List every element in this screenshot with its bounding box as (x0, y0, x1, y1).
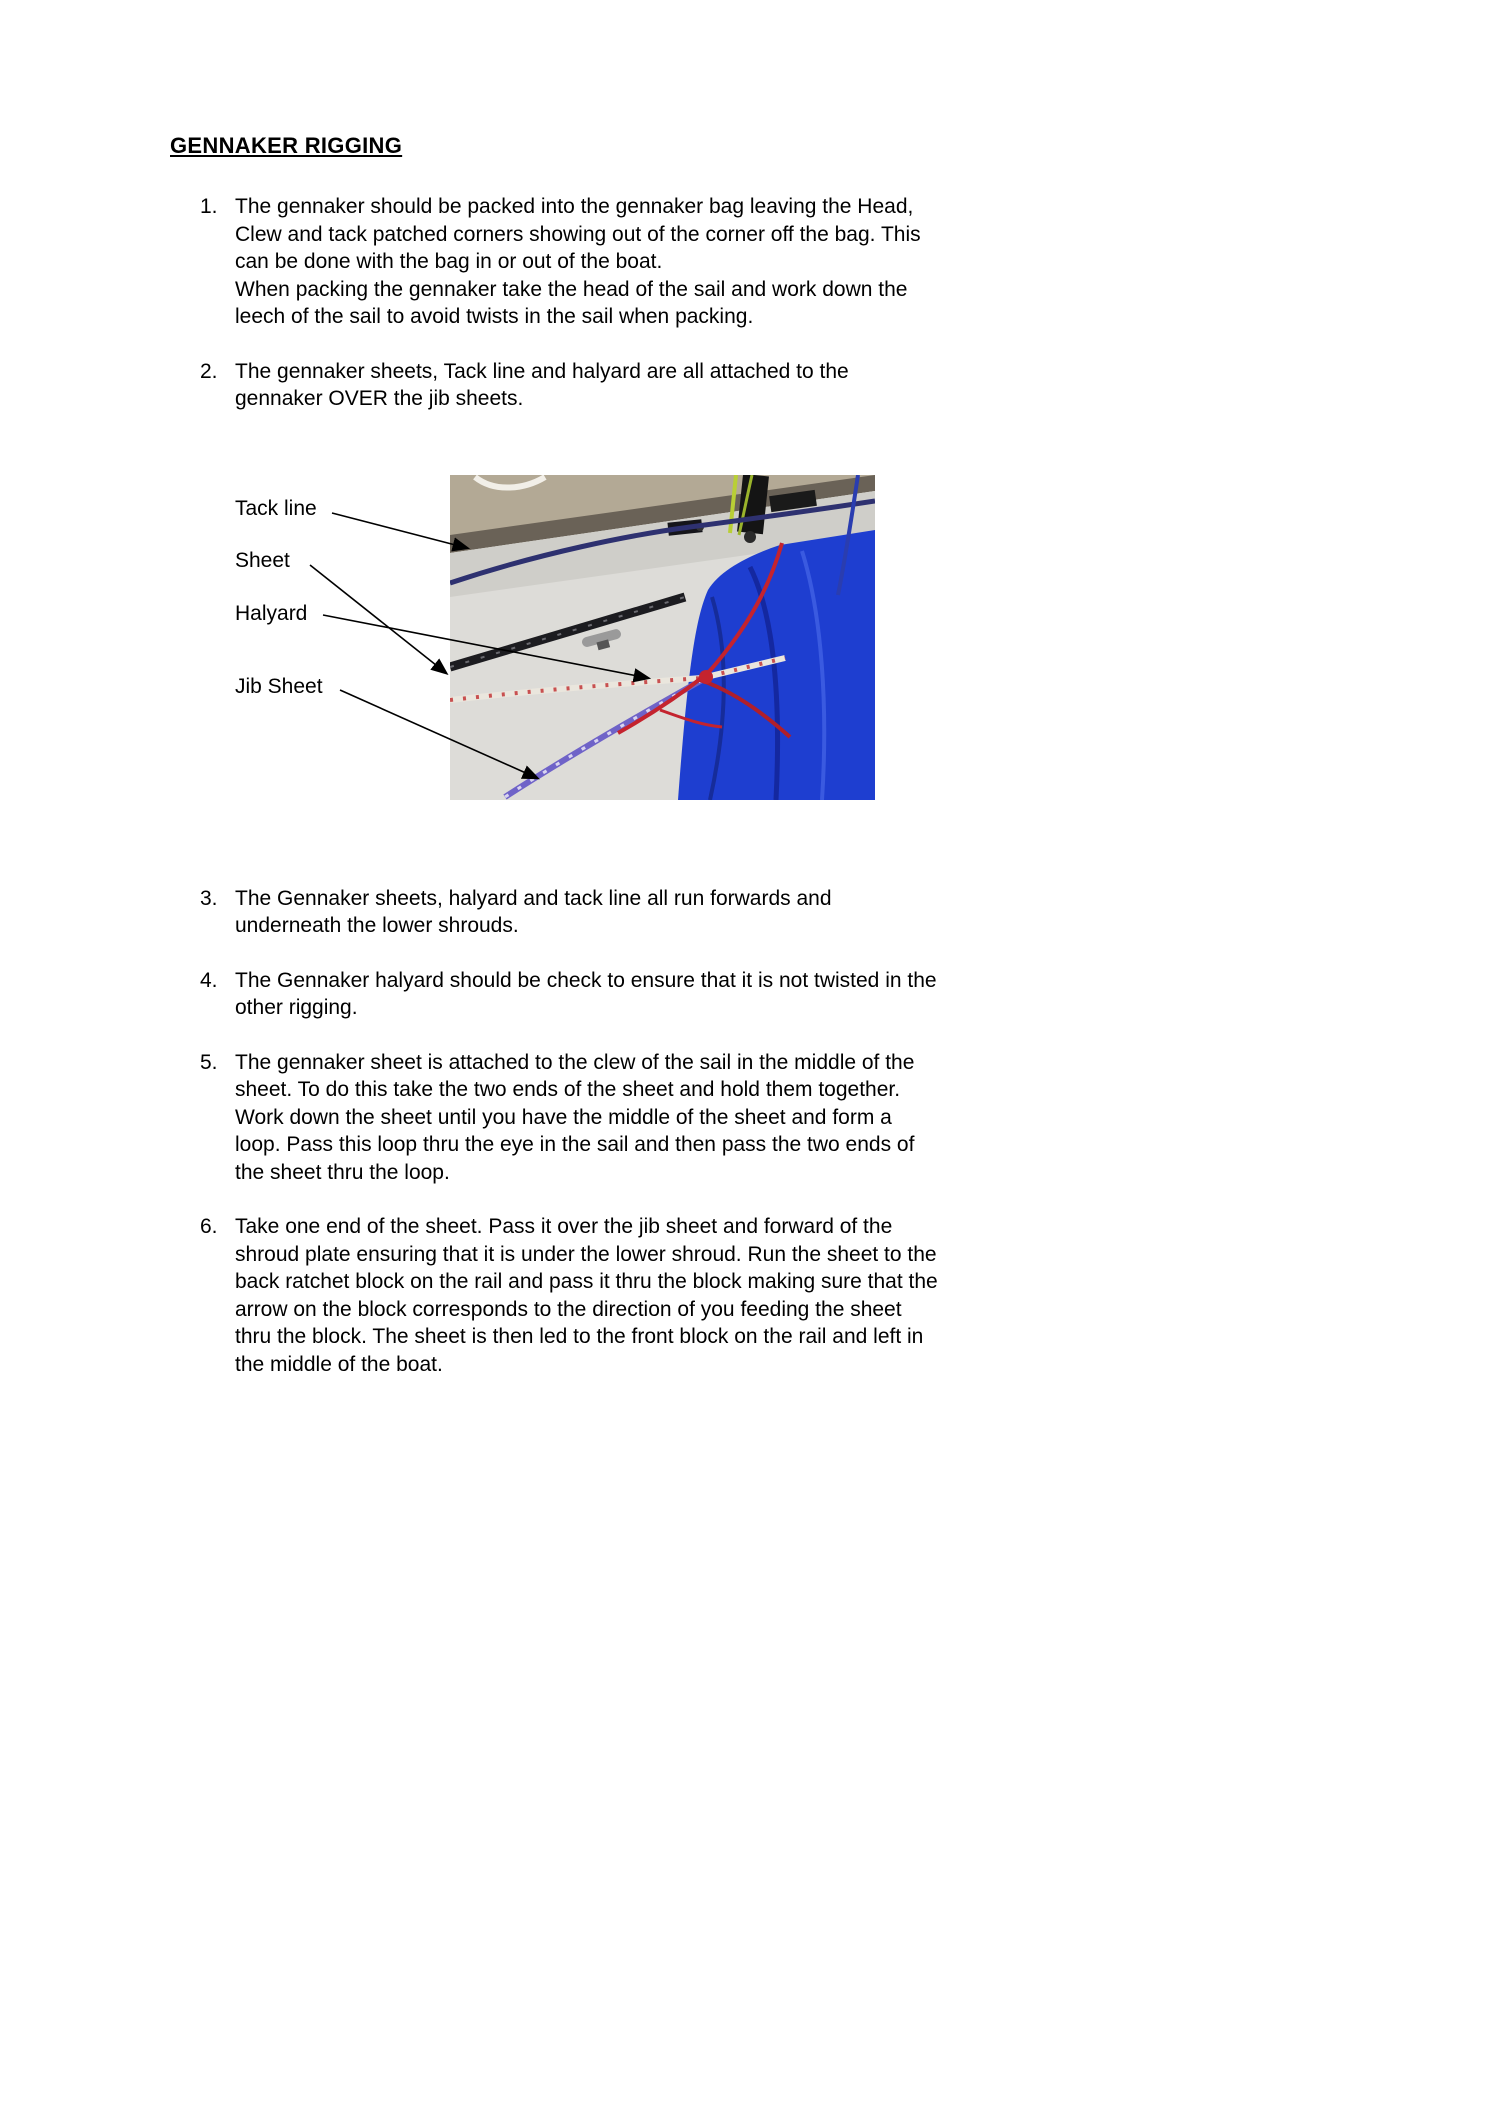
rigging-photo (450, 475, 875, 800)
list-item-text: The Gennaker halyard should be check to ensure that it is not twisted in the other rigging. (235, 968, 937, 1019)
list-item-text: The Gennaker sheets, halyard and tack line all run forwards and underneath the lower shrouds. (235, 886, 832, 937)
list-item (200, 1049, 1350, 1187)
document-content (170, 133, 1350, 1405)
list-item (200, 358, 1350, 413)
list-item-number: 6. (200, 1215, 218, 1238)
boat-deck-photo-illustration (450, 475, 875, 800)
page-title: GENNAKER RIGGING (170, 133, 403, 158)
list-item-number: 2. (200, 359, 218, 383)
list-item (200, 885, 1350, 940)
rigging-figure (170, 475, 1320, 805)
list-item-number: 1. (200, 195, 218, 218)
list-item-number: 5. (200, 1050, 218, 1074)
list-item (200, 1213, 1350, 1378)
list-item-number: 3. (200, 886, 218, 910)
list-item-number: 4. (200, 968, 218, 992)
list-item (200, 967, 1350, 1022)
sheet-arrow (310, 565, 446, 673)
list-item-text: The gennaker sheets, Tack line and halyard are all attached to the gennaker OVER the jib sheets. (235, 359, 849, 410)
list-item-text: Take one end of the sheet. Pass it over the jib sheet and forward of the shroud plate ensuring that it is under the lower shroud. Run the sheet to the back ratchet block on the rail and pass it thru the block making sure that the arrow on the block corresponds to the direction of you feeding the sheet thru the block. The sheet is then led to the front block on the rail and left in the middle of the boat. (235, 1215, 938, 1376)
list-item-text: The gennaker sheet is attached to the clew of the sail in the middle of the sheet. To do this take the two ends of the sheet and hold them together. Work down the sheet until you have the middle of the sheet and form a loop. Pass this loop thru the eye in the sail and then pass the two ends of the sheet thru the loop. (235, 1050, 915, 1184)
list-item-text: The gennaker should be packed into the gennaker bag leaving the Head, Clew and tack patched corners showing out of the corner off the bag. This can be done with the bag in or out of the boat. When packing the gennaker take the head of the sail and work down the leech of the sail to avoid twists in the sail when packing. (235, 195, 921, 328)
list-item (200, 193, 1350, 331)
figure-label-jib-sheet: Jib Sheet (235, 674, 323, 698)
tack-line-arrow (332, 513, 467, 548)
figure-label-halyard: Halyard (235, 601, 308, 625)
figure-label-sheet: Sheet (235, 548, 290, 572)
figure-label-tack-line: Tack line (235, 496, 317, 520)
